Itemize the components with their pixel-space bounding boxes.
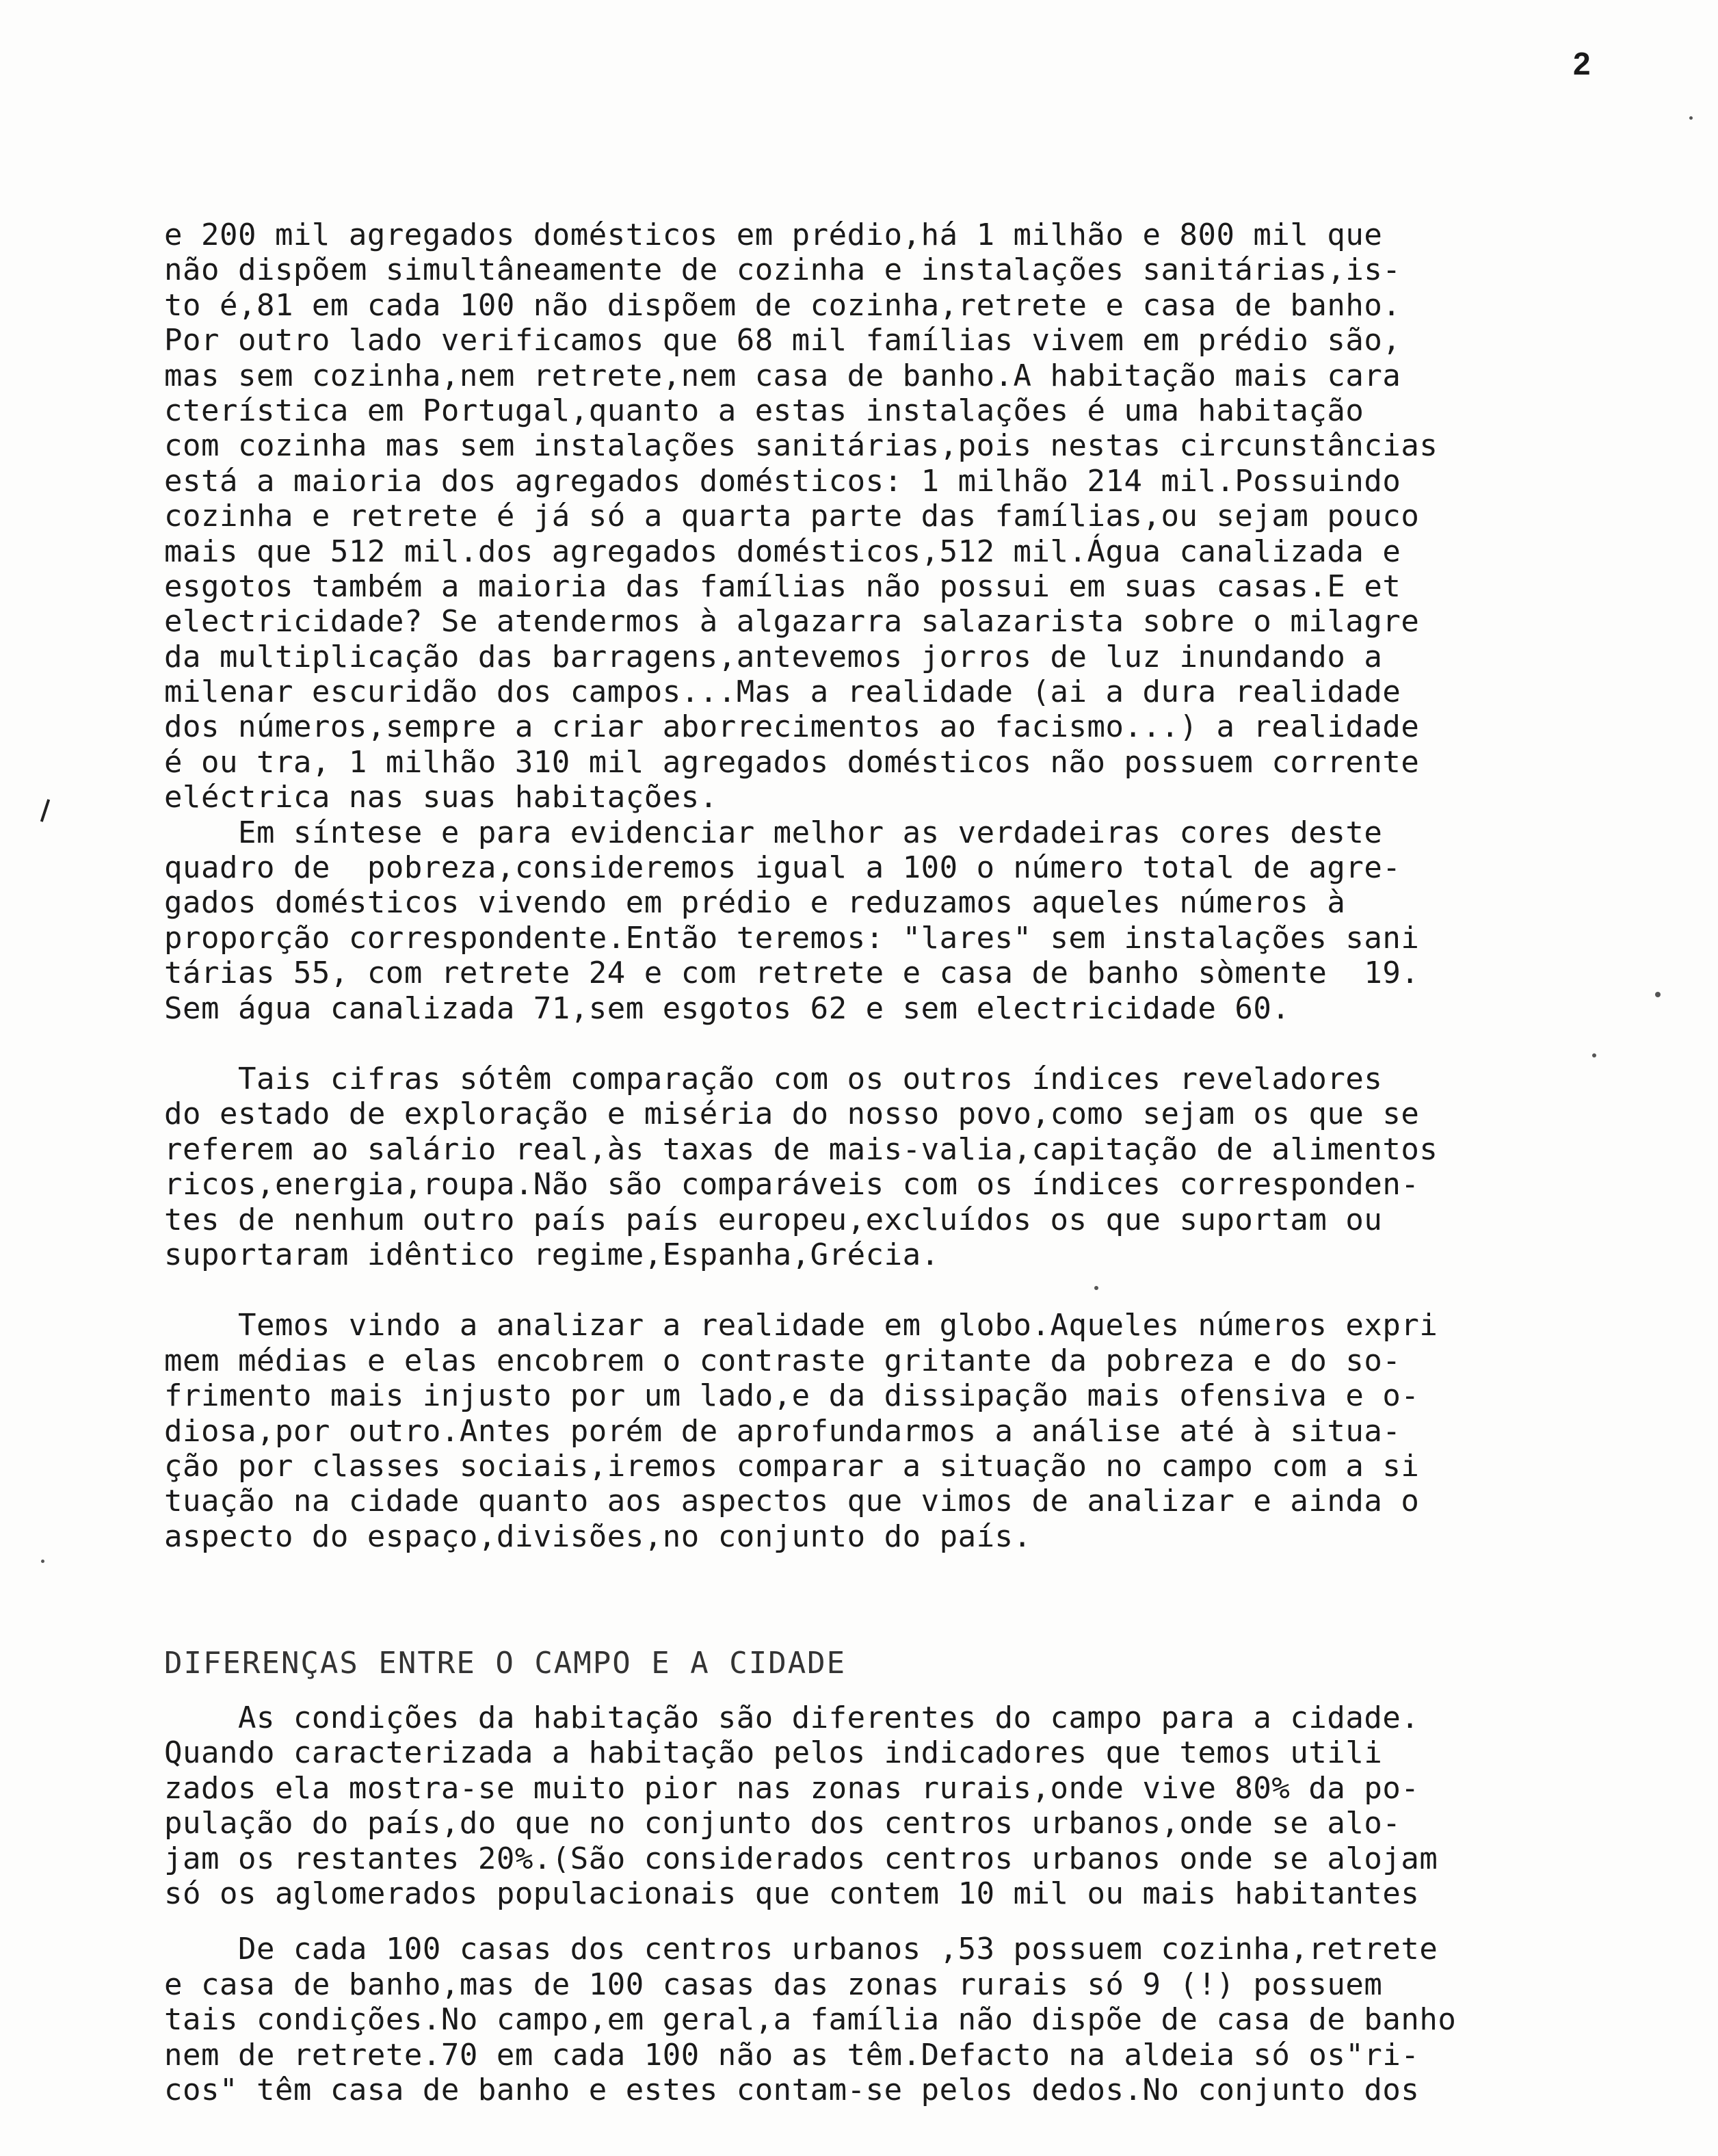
text-line: ção por classes sociais,iremos comparar a situação no campo com a si xyxy=(164,1448,1420,1484)
text-line: referem ao salário real,às taxas de mais-valia,capitação de alimentos xyxy=(164,1131,1438,1167)
text-line: da multiplicação das barragens,antevemos jorros de luz inundando a xyxy=(164,639,1383,674)
text-line: tuação na cidade quanto aos aspectos que vimos de analizar e ainda o xyxy=(164,1484,1420,1519)
text-line: jam os restantes 20%.(São considerados centros urbanos onde se alojam xyxy=(164,1841,1438,1876)
text-line: De cada 100 casas dos centros urbanos ,53 possuem cozinha,retrete xyxy=(164,1932,1438,1967)
text-line: proporção correspondente.Então teremos: "lares" sem instalações sani xyxy=(164,920,1420,956)
paper-speck xyxy=(1592,1053,1596,1057)
text-line: Temos vindo a analizar a realidade em globo.Aqueles números expri xyxy=(164,1308,1438,1343)
paper-speck xyxy=(1094,1286,1098,1290)
margin-pen-mark xyxy=(40,799,50,822)
text-line: e 200 mil agregados domésticos em prédio,há 1 milhão e 800 mil que xyxy=(164,218,1383,252)
paragraph-gap xyxy=(164,1026,1594,1062)
text-line: gados domésticos vivendo em prédio e reduzamos aqueles números à xyxy=(164,885,1346,921)
text-line: é ou tra, 1 milhão 310 mil agregados domésticos não possuem corrente xyxy=(164,744,1420,780)
text-line: do estado de exploração e miséria do nosso povo,como sejam os que se xyxy=(164,1096,1420,1132)
text-line: eléctrica nas suas habitações. xyxy=(164,780,718,815)
text-line: com cozinha mas sem instalações sanitárias,pois nestas circunstâncias xyxy=(164,428,1438,464)
text-line: mem médias e elas encobrem o contraste gritante da pobreza e do so- xyxy=(164,1343,1401,1378)
text-line: cos" têm casa de banho e estes contam-se pelos dedos.No conjunto dos xyxy=(164,2072,1420,2107)
text-line: frimento mais injusto por um lado,e da dissipação mais ofensiva e o- xyxy=(164,1378,1420,1414)
text-line: esgotos também a maioria das famílias não possui em suas casas.E et xyxy=(164,568,1401,604)
text-line: Sem água canalizada 71,sem esgotos 62 e sem electricidade 60. xyxy=(164,990,1291,1026)
text-line: está a maioria dos agregados domésticos: 1 milhão 214 mil.Possuindo xyxy=(164,463,1401,499)
document-body xyxy=(164,218,1594,2107)
paper-speck xyxy=(1689,116,1693,120)
text-line: Por outro lado verificamos que 68 mil famílias vivem em prédio são, xyxy=(164,323,1401,358)
text-line: nem de retrete.70 em cada 100 não as têm.Defacto na aldeia só os"ri- xyxy=(164,2037,1420,2073)
text-line: cterística em Portugal,quanto a estas instalações é uma habitação xyxy=(164,393,1364,428)
section-heading: DIFERENÇAS ENTRE O CAMPO E A CIDADE xyxy=(164,1646,847,1681)
text-line: milenar escuridão dos campos...Mas a realidade (ai a dura realidade xyxy=(164,674,1401,710)
paragraph-gap xyxy=(164,1684,1594,1700)
text-line: aspecto do espaço,divisões,no conjunto do país. xyxy=(164,1519,1032,1554)
page-number: 2 xyxy=(1573,46,1591,81)
text-line: diosa,por outro.Antes porém de aprofundarmos a análise até à situa- xyxy=(164,1413,1401,1449)
text-line: e casa de banho,mas de 100 casas das zonas rurais só 9 (!) possuem xyxy=(164,1967,1383,2002)
text-line: As condições da habitação são diferentes do campo para a cidade. xyxy=(164,1700,1420,1736)
text-line: dos números,sempre a criar aborrecimentos ao facismo...) a realidade xyxy=(164,709,1420,745)
text-line: só os aglomerados populacionais que contem 10 mil ou mais habitantes xyxy=(164,1876,1420,1912)
text-line: tárias 55, com retrete 24 e com retrete e casa de banho sòmente 19. xyxy=(164,956,1420,991)
text-line: Tais cifras sótêm comparação com os outros índices reveladores xyxy=(164,1061,1383,1096)
text-line: tes de nenhum outro país país europeu,excluídos os que suportam ou xyxy=(164,1202,1383,1237)
text-line: não dispõem simultâneamente de cozinha e instalações sanitárias,is- xyxy=(164,252,1401,288)
text-line: Em síntese e para evidenciar melhor as verdadeiras cores deste xyxy=(164,815,1383,850)
paragraph-gap xyxy=(164,1911,1594,1932)
paper-speck xyxy=(41,1560,44,1563)
text-line: cozinha e retrete é já só a quarta parte das famílias,ou sejam pouco xyxy=(164,499,1420,534)
text-line: pulação do país,do que no conjunto dos centros urbanos,onde se alo- xyxy=(164,1806,1401,1841)
text-line: to é,81 em cada 100 não dispõem de cozinha,retrete e casa de banho. xyxy=(164,287,1401,323)
text-line: mais que 512 mil.dos agregados domésticos,512 mil.Água canalizada e xyxy=(164,534,1401,569)
text-line: mas sem cozinha,nem retrete,nem casa de banho.A habitação mais cara xyxy=(164,358,1401,393)
text-line: zados ela mostra-se muito pior nas zonas rurais,onde vive 80% da po- xyxy=(164,1770,1420,1806)
text-line: ricos,energia,roupa.Não são comparáveis com os índices corresponden- xyxy=(164,1167,1420,1202)
text-line: electricidade? Se atendermos à algazarra salazarista sobre o milagre xyxy=(164,604,1420,640)
text-line: Quando caracterizada a habitação pelos indicadores que temos utili xyxy=(164,1735,1383,1771)
paper-speck xyxy=(1655,992,1661,997)
text-line: tais condições.No campo,em geral,a família não dispõe de casa de banho xyxy=(164,2002,1457,2038)
text-line: suportaram idêntico regime,Espanha,Grécia. xyxy=(164,1237,940,1272)
section-gap xyxy=(164,1554,1594,1643)
paragraph-gap xyxy=(164,1272,1594,1308)
text-line: quadro de pobreza,consideremos igual a 100 o número total de agre- xyxy=(164,850,1401,886)
